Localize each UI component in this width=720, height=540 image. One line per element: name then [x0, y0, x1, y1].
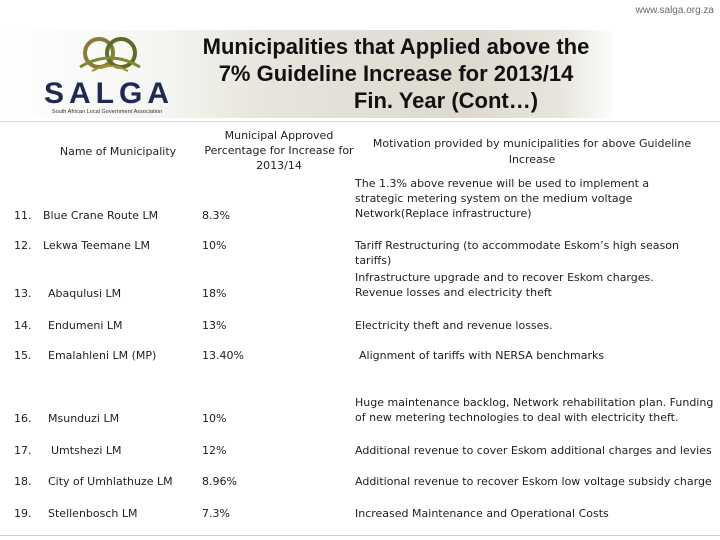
logo-subtext: South African Local Government Association [51, 109, 163, 115]
salga-logo [32, 33, 182, 117]
row-number: 18. [14, 475, 32, 488]
approved-percentage: 8.3% [202, 209, 230, 222]
motivation-text: Additional revenue to cover Eskom additional charges and levies [355, 444, 712, 457]
approved-percentage: 10% [202, 412, 227, 425]
table-top-divider [0, 121, 720, 122]
column-header-motivation: Motivation provided by municipalities for above Guideline Increase [372, 137, 692, 166]
row-number: 16. [14, 412, 32, 425]
approved-percentage: 18% [202, 287, 227, 300]
table-bottom-divider [0, 535, 720, 536]
approved-percentage: 7.3% [202, 507, 230, 520]
title-line-3: Fin. Year (Cont…) [353, 88, 539, 113]
approved-percentage: 10% [202, 239, 227, 252]
approved-percentage: 13.40% [202, 349, 244, 362]
municipality-name: Umtshezi LM [51, 444, 122, 457]
site-url: www.salga.org.za [635, 5, 714, 16]
row-number: 11. [14, 209, 32, 222]
motivation-text: Huge maintenance backlog, Network rehabilitation plan. Funding of new metering technologies to deal with electricity theft. [355, 396, 714, 424]
municipality-name: Lekwa Teemane LM [43, 239, 151, 252]
motivation-text: Additional revenue to recover Eskom low voltage subsidy charge [355, 475, 712, 488]
row-number: 17. [14, 444, 32, 457]
motivation-text: Electricity theft and revenue losses. [355, 319, 553, 332]
approved-percentage: 13% [202, 319, 227, 332]
row-number: 14. [14, 319, 32, 332]
municipality-name: Msunduzi LM [48, 412, 120, 425]
motivation-text: Infrastructure upgrade and to recover Eskom charges. Revenue losses and electricity theft [355, 271, 654, 299]
logo-wordmark: SALGA [44, 77, 174, 110]
header-right-blank [612, 30, 720, 118]
approved-percentage: 8.96% [202, 475, 237, 488]
municipality-name: Endumeni LM [48, 319, 123, 332]
municipality-name: Stellenbosch LM [48, 507, 138, 520]
motivation-text: Tariff Restructuring (to accommodate Eskom’s high season tariffs) [355, 239, 679, 267]
row-number: 15. [14, 349, 32, 362]
row-number: 13. [14, 287, 32, 300]
row-number: 19. [14, 507, 32, 520]
top-bar [0, 0, 720, 30]
column-header-name: Name of Municipality [59, 145, 177, 158]
title-line-2: 7% Guideline Increase for 2013/14 [218, 61, 574, 86]
municipality-name: Blue Crane Route LM [43, 209, 159, 222]
column-header-percentage: Municipal Approved Percentage for Increase for 2013/14 [204, 129, 354, 172]
motivation-text: The 1.3% above revenue will be used to implement a strategic metering system on the medium voltage Network(Replace infrastructure) [355, 177, 650, 220]
page-title [176, 33, 616, 114]
approved-percentage: 12% [202, 444, 227, 457]
title-line-1: Municipalities that Applied above the [202, 34, 590, 59]
motivation-text: Increased Maintenance and Operational Costs [355, 507, 609, 520]
municipality-name: Emalahleni LM (MP) [48, 349, 157, 362]
municipality-name: City of Umhlathuze LM [48, 475, 173, 488]
row-number: 12. [14, 239, 32, 252]
municipality-name: Abaqulusi LM [48, 287, 122, 300]
motivation-text: Alignment of tariffs with NERSA benchmarks [359, 349, 605, 362]
